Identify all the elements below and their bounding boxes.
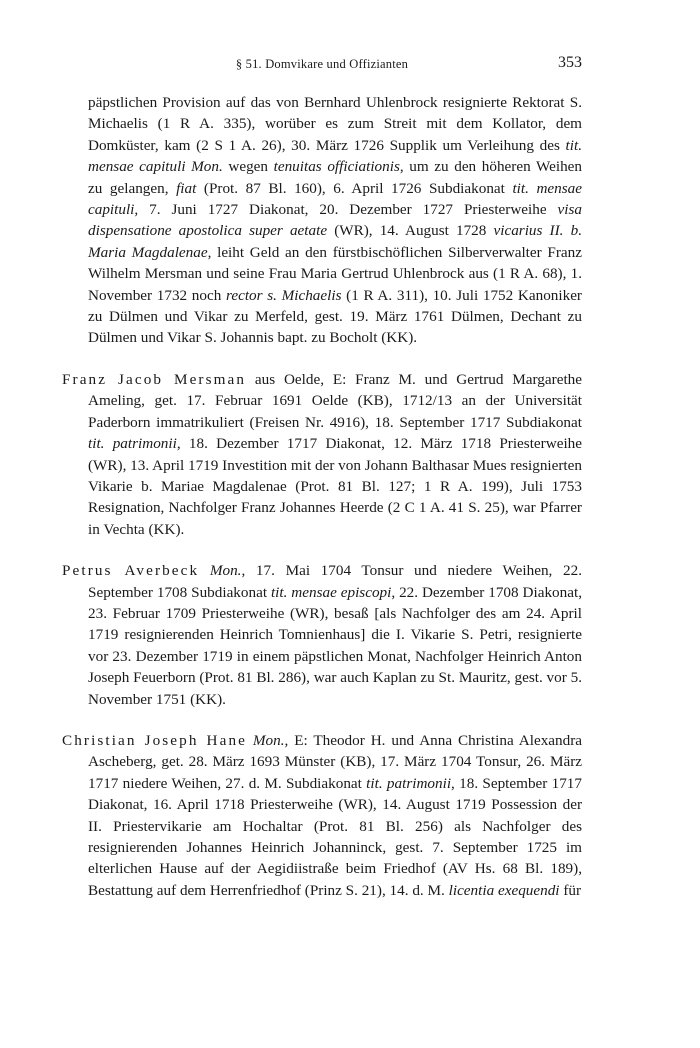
text-run: , 7. Juni 1727 Diakonat, 20. Dezember 1727 Priesterweihe: [134, 201, 558, 219]
italic-phrase: tit. mensae capituli Mon.: [88, 136, 582, 176]
italic-phrase: tit. patrimonii: [366, 774, 452, 792]
italic-phrase: tit. mensae episcopi: [270, 583, 392, 601]
text-run: , 18. September 1717 Diakonat, 16. April 1718 Priesterweihe (WR), 14. August 1719 Possession der II. Priestervikarie am Hochaltar (Prot. 81 Bl. 256) als Nachfolger des resignierenden Johannes Heinrich Johanninck, gest. 7. September 1725 im elterlichen Hause auf der Aegidiistraße beim Friedhof (AV Hs. 68 Bl. 189), Bestattung auf dem Herrenfriedhof (Prinz S. 21), 14. d. M.: [88, 774, 582, 899]
italic-phrase: Mon.: [209, 562, 242, 580]
text-run: aus Oelde, E: Franz M. und Gertrud Margarethe Ameling, get. 17. Februar 1691 Oelde (KB), 1712/13 an der Universität Paderborn immatrikuliert (Freisen Nr. 4916), 18. September 1717 Subdiakonat: [88, 370, 582, 431]
text-run: , 22. Dezember 1708 Diakonat, 23. Februar 1709 Priesterweihe (WR), besaß [als Nachfolger des am 24. April 1719 resignierenden Heinrich Tomnienhaus] die I. Vikarie S. Petri, resignierte vor 23. Dezember 1719 in einem päpstlichen Monat, Nachfolger Heinrich Anton Joseph Feuerborn (Prot. 81 Bl. 286), war auch Kaplan zu St. Mauritz, gest. vor 5. November 1751 (KK).: [88, 583, 582, 708]
entry-petrus-averbeck: [62, 560, 582, 710]
italic-phrase: Mon.: [252, 731, 285, 749]
text-run: (1 R A. 311), 10. Juli 1752 Kanoniker zu Dülmen und Vikar zu Merfeld, gest. 19. März 1761 Dülmen, Dechant zu Dülmen und Vikar S. Johannis bapt. zu Bocholt (KK).: [88, 286, 582, 347]
text-run: päpstlichen Provision auf das von Bernhard Uhlenbrock resignierte Rektorat S. Michaelis (1 R A. 335), worüber es zum Streit mit dem Kollator, dem Domküster, kam (2 S 1 A. 26), 30. März 1726 Supplik um Verleihung des: [88, 94, 582, 154]
italic-phrase: vicarius II. b. Maria Magdalenae: [88, 222, 582, 261]
text-run: (WR), 14. August 1728: [327, 222, 494, 240]
running-head: § 51. Domvikare und Offizianten: [235, 57, 409, 71]
italic-phrase: tit. mensae capituli: [88, 179, 582, 219]
italic-phrase: fiat: [176, 179, 197, 197]
entry-name: Petrus Averbeck: [62, 562, 200, 580]
text-run: , E: Theodor H. und Anna Christina Alexandra Ascheberg, get. 28. März 1693 Münster (KB), 17. März 1704 Tonsur, 26. März 1717 niedere Weihen, 27. d. M. Subdiakonat: [88, 731, 583, 792]
text-run: , leiht Geld an den fürstbischöflichen Silberverwalter Franz Wilhelm Mersman und seine Frau Maria Gertrud Uhlenbrock aus (1 R A. 68), 1. November 1732 noch: [88, 243, 582, 304]
entry-franz-jacob-mersman: [62, 369, 582, 540]
text-run: , 18. Dezember 1717 Diakonat, 12. März 1718 Priesterweihe (WR), 13. April 1719 Investition mit der von Johann Balthasar Mues resignierten Vikarie b. Mariae Magdalenae (Prot. 81 Bl. 127; 1 R A. 199), Juli 1753 Resignation, Nachfolger Franz Johannes Heerde (2 C 1 A. 41 S. 25), war Pfarrer in Vechta (KK).: [88, 435, 582, 538]
italic-phrase: rector s. Michaelis: [226, 286, 342, 304]
entry-christian-joseph-hane: [62, 730, 582, 901]
text-run: wegen: [222, 158, 274, 176]
text-run: [199, 562, 210, 579]
text-run: für: [559, 881, 582, 899]
entry-name: Christian Joseph Hane: [62, 731, 247, 749]
body-text: [62, 92, 582, 921]
italic-phrase: tit. patrimonii: [88, 435, 177, 453]
paragraph-continued: [62, 92, 582, 349]
page-number: 353: [558, 54, 582, 71]
page-header: [62, 54, 582, 78]
entry-name: Franz Jacob Mersman: [62, 370, 247, 388]
text-run: , 17. Mai 1704 Tonsur und niedere Weihen, 22. September 1708 Subdiakonat: [88, 562, 582, 601]
italic-phrase: licentia exequendi: [448, 881, 560, 899]
italic-phrase: tenuitas officiationis: [273, 158, 400, 176]
text-run: , um zu den höheren Weihen zu gelangen,: [88, 158, 582, 197]
text-run: (Prot. 87 Bl. 160), 6. April 1726 Subdiakonat: [196, 179, 513, 197]
italic-phrase: visa dispensatione apostolica super aetate: [88, 201, 582, 240]
